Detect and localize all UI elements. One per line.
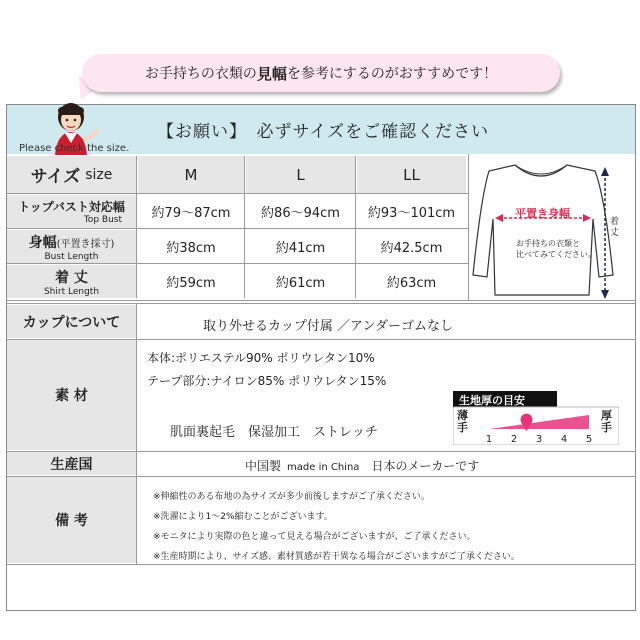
row-bustlength-en: Bust Length bbox=[44, 251, 99, 262]
thickness-tick-label: 1 bbox=[485, 434, 493, 445]
diagram-note-line2: 比べてみてください。 bbox=[516, 250, 596, 259]
row-shirtlength-text: 着 丈 bbox=[55, 269, 88, 286]
topbust-ll: 約93〜101cm bbox=[367, 206, 456, 221]
request-english: Please check the size. bbox=[19, 143, 130, 154]
row-topbust-label bbox=[7, 195, 136, 228]
grid-line bbox=[7, 339, 635, 340]
size-header-label bbox=[7, 156, 136, 193]
shirtlength-ll: 約63cm bbox=[386, 276, 437, 291]
request-title: 【お願い】 必ずサイズをご確認ください bbox=[157, 122, 490, 142]
remarks-label: 備 考 bbox=[7, 477, 136, 563]
thickness-tick-label: 3 bbox=[535, 434, 543, 445]
grid-line bbox=[7, 193, 468, 194]
row-topbust-en: Top Bust bbox=[83, 215, 122, 225]
grid-line bbox=[136, 156, 137, 298]
tip-text-pre: お手持ちの衣類の bbox=[144, 66, 257, 82]
material-line2: テープ部分:ナイロン85% ポリウレタン15% bbox=[147, 374, 387, 388]
shirt-outline-icon bbox=[473, 165, 613, 295]
material-label: 素 材 bbox=[7, 340, 136, 450]
length-arrow-top-icon bbox=[601, 167, 609, 176]
tip-text-bold: 見幅 bbox=[256, 64, 287, 83]
cup-label: カップについて bbox=[7, 305, 136, 338]
cup-value: 取り外せるカップ付属 ／アンダーゴムなし bbox=[203, 319, 453, 334]
bustlength-l: 約41cm bbox=[275, 241, 326, 256]
material-line1: 本体:ポリエステル90% ポリウレタン10% bbox=[147, 351, 375, 365]
grid-line bbox=[7, 564, 635, 565]
row-bustlength-label bbox=[7, 230, 136, 263]
thickness-thin-label: 薄手 bbox=[457, 409, 468, 434]
material-features: 肌面裏起毛 保湿加工 ストレッチ bbox=[170, 425, 378, 440]
section-divider bbox=[7, 300, 635, 301]
shirtlength-l: 約61cm bbox=[275, 276, 326, 291]
tip-bubble bbox=[82, 54, 560, 92]
origin-english: made in China bbox=[287, 462, 360, 473]
grid-line bbox=[7, 476, 635, 477]
shirtlength-m: 約59cm bbox=[166, 276, 216, 291]
origin-country: 中国製 bbox=[245, 459, 282, 473]
grid-line bbox=[468, 154, 469, 300]
tip-text-post: を参考にするのがおすすめです！ bbox=[286, 66, 498, 82]
size-header-text: サイズ bbox=[30, 167, 81, 187]
diagram-note-line1: お手持ちの衣類と bbox=[516, 239, 580, 248]
thickness-title: 生地厚の目安 bbox=[459, 394, 525, 407]
row-topbust-text: トップバスト対応幅 bbox=[18, 200, 125, 214]
request-banner bbox=[7, 105, 635, 154]
grid-line bbox=[7, 451, 635, 452]
thickness-tick-label: 4 bbox=[560, 434, 568, 445]
size-chart-frame bbox=[6, 104, 636, 611]
topbust-m: 約79〜87cm bbox=[151, 206, 231, 221]
bustlength-m: 約38cm bbox=[166, 241, 216, 256]
grid-line bbox=[7, 303, 635, 304]
diagram-width-label: 平置き身幅 bbox=[515, 207, 570, 220]
origin-maker: 日本のメーカーです bbox=[371, 459, 480, 473]
size-l-header: L bbox=[246, 156, 355, 193]
grid-line bbox=[244, 156, 245, 298]
remark-item: ※洗濯により1〜2%縮むことがございます。 bbox=[153, 512, 333, 522]
grid-line bbox=[7, 228, 468, 229]
size-m-header: M bbox=[138, 156, 244, 193]
grid-line bbox=[7, 263, 468, 264]
remark-item: ※生産時期により、サイズ感、素材質感が若干異なる場合がございますがご了承ください。 bbox=[153, 552, 520, 562]
remark-item: ※モニタにより実際の色と違って見える場合がございますが、ご了承ください。 bbox=[153, 532, 476, 542]
size-header-en: size bbox=[85, 166, 113, 183]
topbust-l: 約86〜94cm bbox=[261, 206, 340, 221]
diagram-length-label: 着丈 bbox=[610, 217, 620, 238]
diagram-note bbox=[516, 238, 596, 260]
bustlength-ll: 約42.5cm bbox=[380, 241, 443, 256]
thickness-tick-label: 5 bbox=[585, 434, 593, 445]
row-shirtlength-en: Shirt Length bbox=[43, 286, 100, 297]
remark-item: ※伸縮性のある布地の為サイズが多少前後しますがご了承ください。 bbox=[153, 492, 430, 502]
thickness-tick-label: 2 bbox=[510, 434, 518, 445]
length-arrow-bottom-icon bbox=[601, 290, 609, 299]
row-bustlength-note: (平置き採寸) bbox=[56, 238, 115, 250]
grid-line bbox=[136, 303, 137, 564]
row-bustlength-text: 身幅 bbox=[28, 234, 57, 251]
thickness-thick-label: 厚手 bbox=[601, 409, 612, 434]
grid-line bbox=[355, 156, 356, 298]
origin-value bbox=[245, 457, 479, 474]
size-ll-header: LL bbox=[357, 156, 466, 193]
origin-label: 生産国 bbox=[7, 452, 136, 475]
row-shirtlength-label bbox=[7, 265, 136, 298]
garment-diagram bbox=[471, 157, 633, 299]
